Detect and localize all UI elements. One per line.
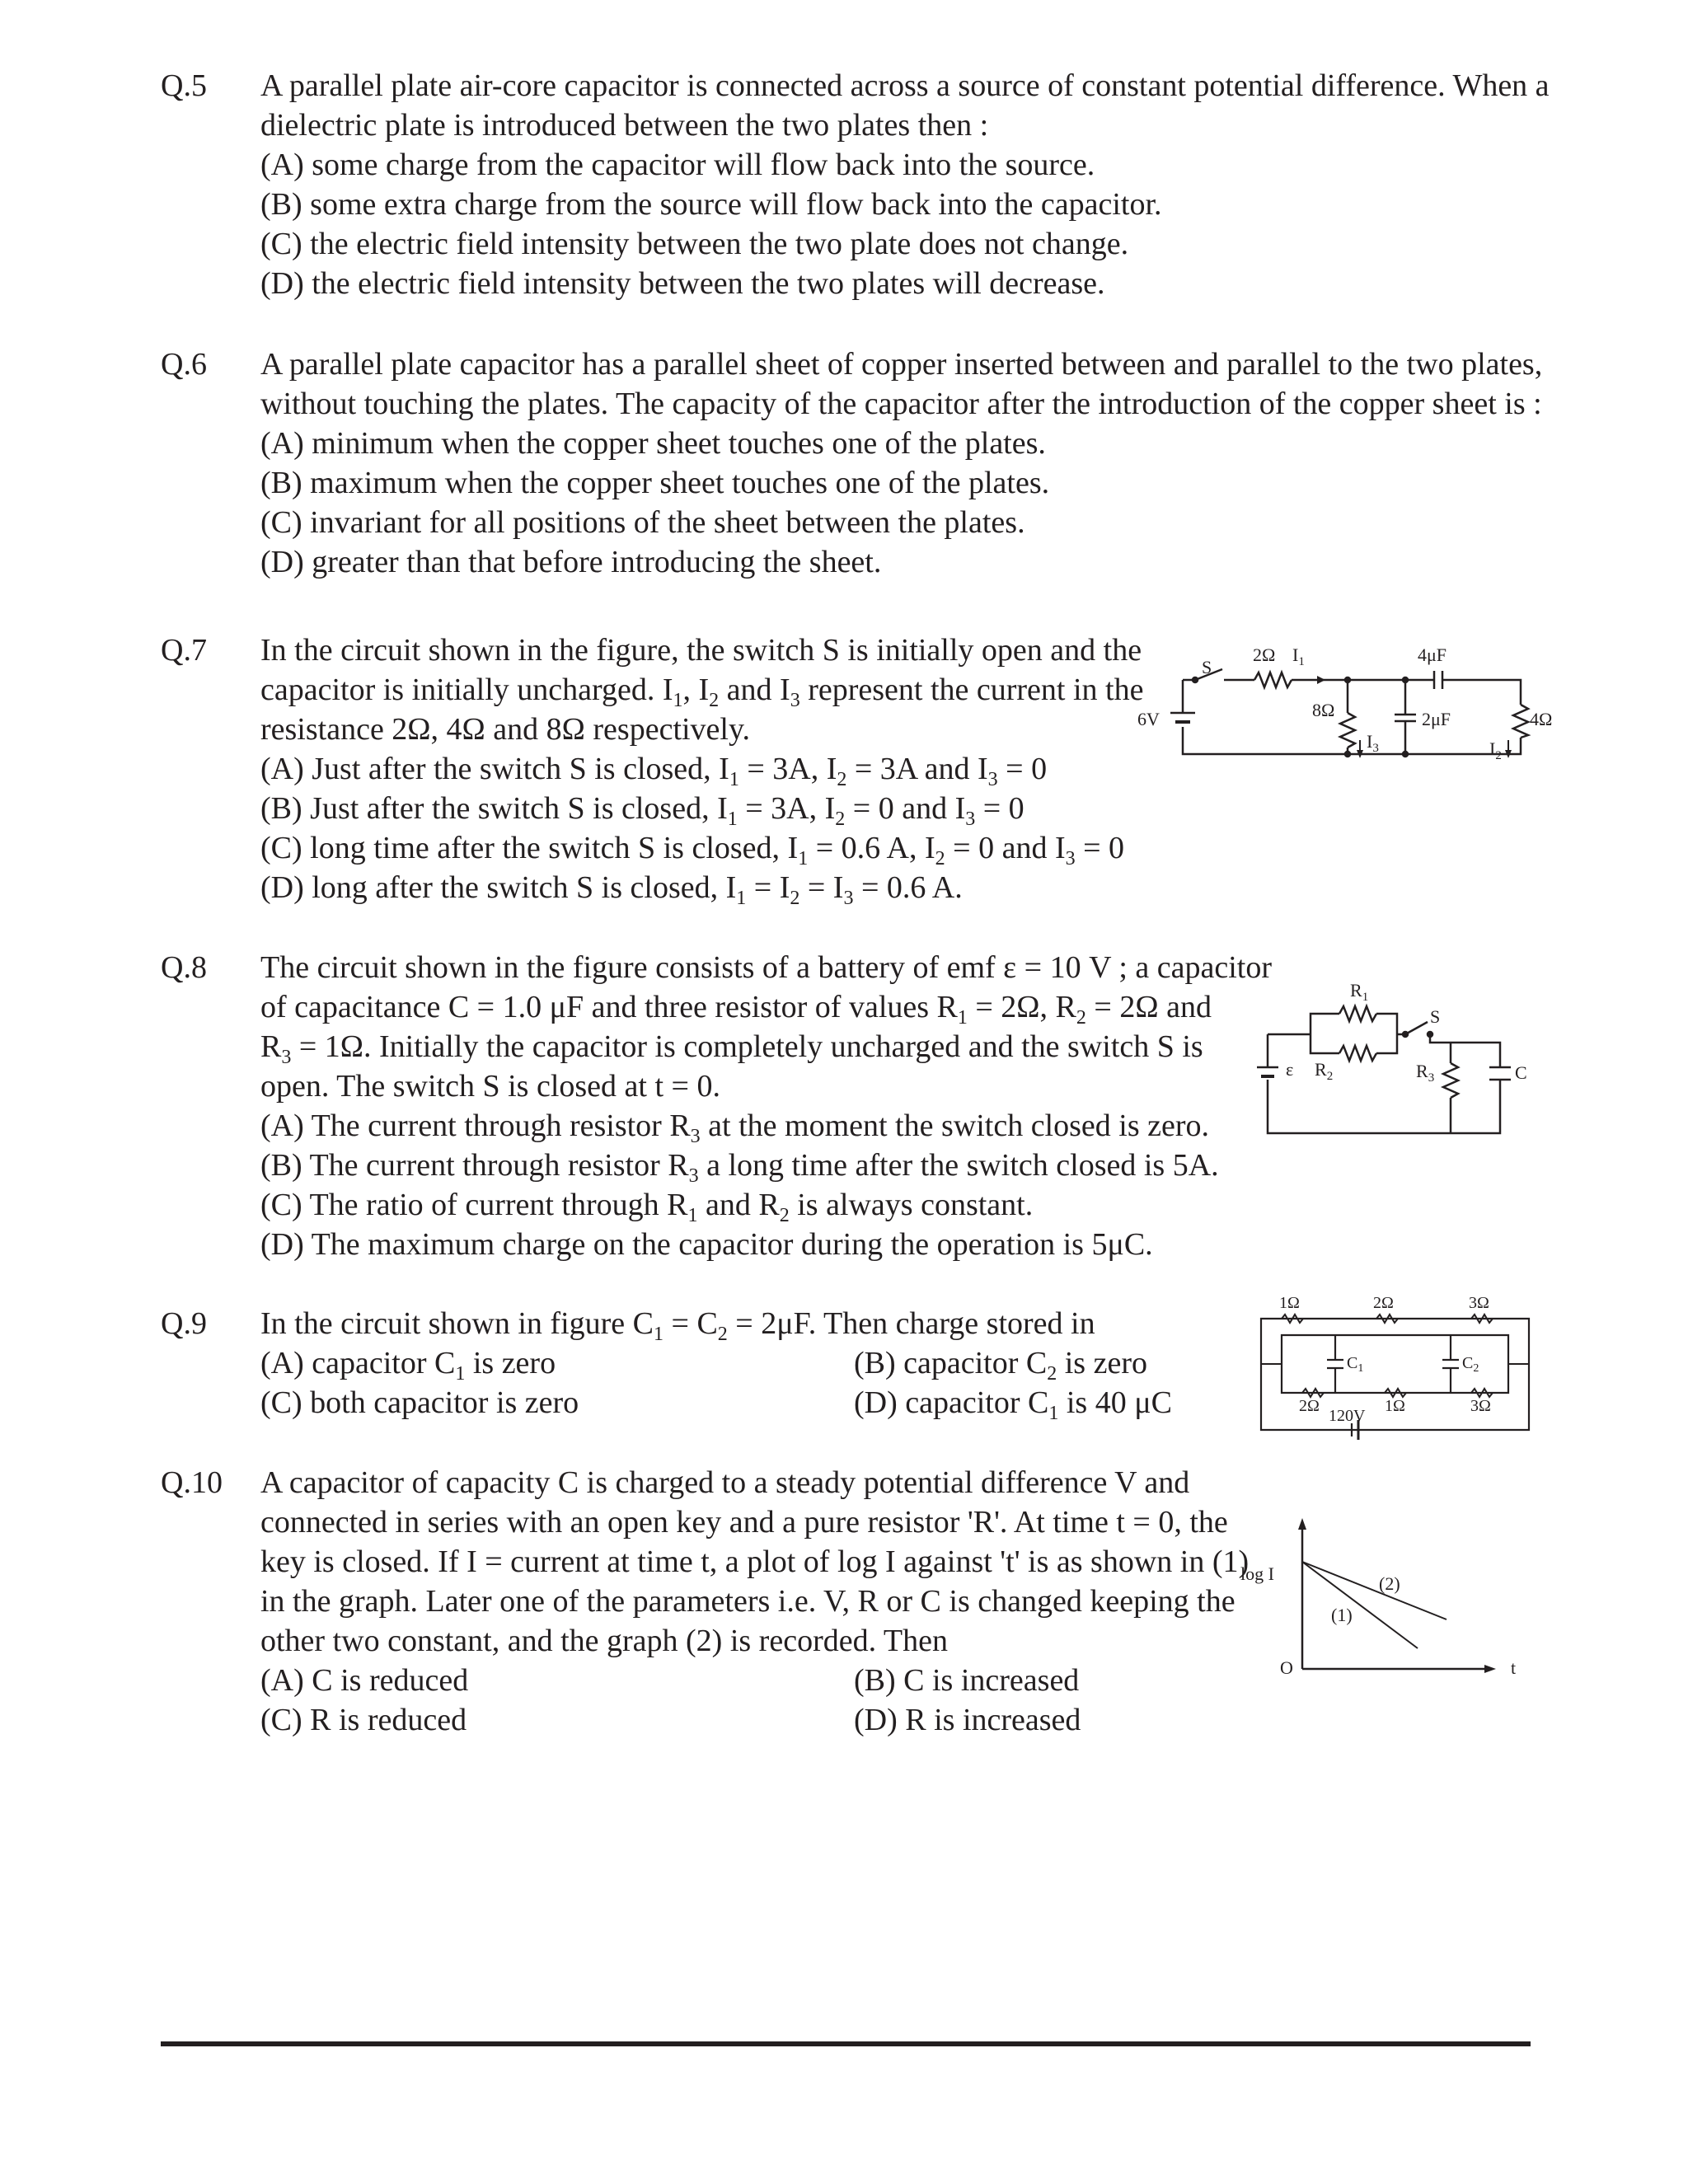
option-a: (A) some charge from the capacitor will flow back into the source. [260,148,1095,182]
option-b: (B) The current through resistor $R_3$ a long time after the switch closed is 5A. [260,1148,1219,1187]
question-text: in the graph. Later one of the parameters i.e. V, R or C is changed keeping the [260,1584,1236,1619]
option-c: (C) both capacitor is zero [260,1385,579,1420]
footer-rule [161,2041,1531,2046]
question-text: A parallel plate capacitor has a parallel sheet of copper inserted between and parallel to the two plates, [260,347,1543,382]
question-text: In the circuit shown in figure $C_1 = C_2 = 2\mu F$. Then charge stored in [260,1306,1095,1345]
label-y-axis-log-i: log I [1240,1563,1274,1584]
option-d: (D) The maximum charge on the capacitor during the operation is 5μC. [260,1227,1153,1262]
option-c: (C) long time after the switch S is closed, $I_1 = 0.6$ A, $I_2 = 0$ and $I_3 = 0$ [260,831,1125,869]
options-row [260,1700,1249,1740]
q7-circuit-figure [1121,635,1553,783]
label-6v: 6V [1137,709,1160,729]
option-b: (B) C is increased [854,1663,1080,1698]
label-2-ohm: 2Ω [1253,644,1276,665]
option-a: (A) C is reduced [260,1663,469,1698]
option-d: (D) the electric field intensity between the two plates will decrease. [260,266,1105,301]
label-r3: $R_3$ [1416,1061,1435,1085]
question-body [260,948,1272,1264]
option-a: (A) minimum when the copper sheet touches one of the plates. [260,426,1046,461]
option-b: (B) maximum when the copper sheet touches one of the plates. [260,466,1050,500]
label-origin: O [1280,1657,1293,1678]
q10-log-i-graph [1240,1500,1537,1698]
label-c1: $C_1$ [1347,1354,1364,1375]
question-text: of capacitance C = 1.0 μF and three resistor of values $R_1 = 2\Omega$, $R_2 = 2\Omega$ and [260,990,1212,1029]
question-number: Q.6 [161,347,207,382]
label-emf: ε [1286,1059,1294,1080]
label-curve-1: (1) [1331,1605,1353,1625]
label-8-ohm: 8Ω [1312,700,1335,720]
options-row [260,1661,1249,1700]
label-3-ohm-bottom: 3Ω [1470,1397,1491,1415]
option-b: (B) some extra charge from the source will flow back into the capacitor. [260,187,1162,222]
question-text: In the circuit shown in the figure, the switch S is initially open and the [260,633,1142,668]
label-r1: $R_1$ [1350,980,1369,1004]
label-x-axis-t: t [1511,1657,1517,1678]
label-switch-s: S [1430,1006,1441,1027]
option-d: (D) greater than that before introducing the sheet. [260,545,882,579]
option-a: (A) Just after the switch S is closed, $I_1 = 3A$, $I_2 = 3A$ and $I_3 = 0$ [260,752,1048,790]
label-i2: $I_2$ [1489,738,1502,762]
option-b: (B) capacitor $C_2$ is zero [854,1346,1147,1385]
question-body [260,630,1143,907]
question-number: Q.8 [161,950,207,985]
label-1-ohm-bottom: 1Ω [1385,1397,1405,1415]
question-text: The circuit shown in the figure consists of a battery of emf ε = 10 V ; a capacitor [260,950,1272,985]
question-text: without touching the plates. The capacity of the capacitor after the introduction of the copper sheet is : [260,387,1542,421]
option-a: (A) The current through resistor $R_3$ at the moment the switch closed is zero. [260,1108,1210,1147]
label-1-ohm-top: 1Ω [1279,1294,1300,1312]
label-4uf: 4μF [1418,644,1447,665]
question-text: key is closed. If I = current at time t, a plot of log I against 't' is as shown in (1) [260,1544,1250,1579]
option-c: (C) invariant for all positions of the sheet between the plates. [260,505,1025,540]
label-r2: $R_2$ [1315,1059,1334,1083]
question-number: Q.10 [161,1465,223,1500]
question-text: A parallel plate air-core capacitor is connected across a source of constant potential difference. When a [260,68,1550,103]
question-text: open. The switch S is closed at t = 0. [260,1069,720,1104]
question-text: capacitor is initially uncharged. $I_1$, $I_2$ and $I_3$ represent the current in the [260,673,1144,711]
question-body [260,344,1542,582]
question-number: Q.9 [161,1306,207,1341]
option-a: (A) capacitor $C_1$ is zero [260,1346,556,1385]
q9-circuit-figure [1253,1290,1541,1442]
question-body [260,1304,1172,1424]
option-d: (D) capacitor $C_1$ is 40 μC [854,1385,1172,1424]
option-d: (D) R is increased [854,1703,1081,1737]
options-row [260,1383,1172,1424]
option-d: (D) long after the switch S is closed, $I_1 = I_2 = I_3 = 0.6$ A. [260,870,963,909]
question-number: Q.7 [161,633,207,668]
label-4-ohm: 4Ω [1530,709,1553,729]
question-text: other two constant, and the graph (2) is recorded. Then [260,1624,948,1658]
question-text: $R_3 = 1\Omega$. Initially the capacitor is completely uncharged and the switch S is [260,1029,1203,1068]
q8-circuit-figure [1253,964,1533,1154]
label-i3: $I_3$ [1367,731,1379,755]
question-body [260,1463,1249,1740]
label-120v: 120V [1329,1407,1366,1425]
question-text: dielectric plate is introduced between the two plates then : [260,108,989,143]
option-c: (C) the electric field intensity between the two plate does not change. [260,227,1129,261]
label-i1: $I_1$ [1292,644,1305,668]
label-switch-s: S [1202,657,1212,677]
label-c: C [1515,1062,1527,1083]
question-body [260,66,1550,303]
option-b: (B) Just after the switch S is closed, $I_1 = 3A$, $I_2 = 0$ and $I_3 = 0$ [260,791,1025,830]
option-c: (C) R is reduced [260,1703,467,1737]
label-curve-2: (2) [1379,1573,1400,1594]
label-2-ohm-top: 2Ω [1373,1294,1394,1312]
option-c: (C) The ratio of current through $R_1$ and $R_2$ is always constant. [260,1188,1034,1226]
question-text: resistance 2Ω, 4Ω and 8Ω respectively. [260,712,751,747]
question-text: connected in series with an open key and a pure resistor 'R'. At time t = 0, the [260,1505,1228,1540]
question-text: A capacitor of capacity C is charged to a steady potential difference V and [260,1465,1190,1500]
label-2-ohm-bottom: 2Ω [1299,1397,1320,1415]
options-row [260,1343,1147,1385]
label-c2: $C_2$ [1462,1354,1479,1375]
label-3-ohm-top: 3Ω [1469,1294,1489,1312]
label-2uf: 2μF [1422,709,1451,729]
question-number: Q.5 [161,68,207,103]
